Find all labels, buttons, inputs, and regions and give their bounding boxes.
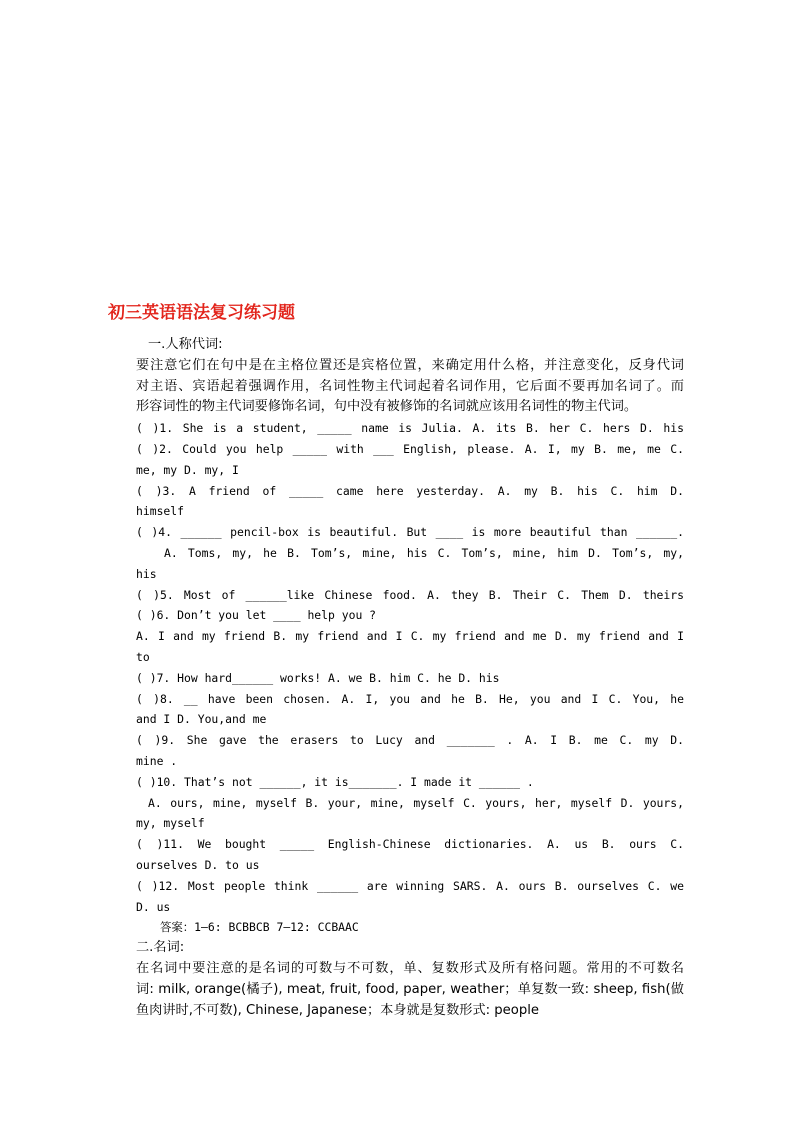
question-line: to <box>136 649 150 664</box>
intro-line: 要注意它们在句中是在主格位置还是宾格位置，来确定用什么格，并注意变化，反身代词 <box>136 357 684 373</box>
noun-line: 词: milk, orange(橘子), meat, fruit, food, paper, weather；单复数一致: sheep, fish(做 <box>136 981 684 997</box>
question-line: ( )7. How hard______ works! A. we B. him C. he D. his <box>136 670 500 685</box>
question-line: ( )5. Most of ______like Chinese food. A. they B. Their C. Them D. theirs <box>136 587 684 602</box>
question-line: ( )3. A friend of _____ came here yesterday. A. my B. his C. him D. <box>136 483 684 498</box>
question-line: ( )9. She gave the erasers to Lucy and _______ . A. I B. me C. my D. <box>136 733 684 748</box>
noun-line: 鱼肉讲时,不可数), Chinese, Japanese；本身就是复数形式: people <box>136 1002 540 1018</box>
question-line: my, myself <box>136 816 205 831</box>
question-line: ( )2. Could you help _____ with ___ English, please. A. I, my B. me, me C. <box>136 441 684 456</box>
question-line: ( )6. Don’t you let ____ help you ? <box>136 608 377 623</box>
question-line: ourselves D. to us <box>136 857 260 872</box>
page-title: 初三英语语法复习练习题 <box>108 303 295 323</box>
question-line: A. Toms, my, he B. Tom’s, mine, his C. Tom’s, mine, him D. Tom’s, my, <box>164 545 684 560</box>
question-line: ( )11. We bought _____ English-Chinese dictionaries. A. us B. ours C. <box>136 837 684 852</box>
section-heading-pronouns: 一.人称代词: <box>148 337 223 352</box>
intro-line: 形容词性的物主代词要修饰名词，句中没有被修饰的名词就应该用名词性的物主代词。 <box>136 399 638 415</box>
question-line: himself <box>136 504 185 519</box>
question-line: ( )1. She is a student, _____ name is Julia. A. its B. her C. hers D. his <box>136 421 684 436</box>
question-line: ( )8. __ have been chosen. A. I, you and he B. He, you and I C. You, he <box>136 691 684 706</box>
document-body <box>136 335 684 1021</box>
answer-key: 答案：1—6: BCBBCB 7—12: CCBAAC <box>160 920 359 935</box>
noun-line: 在名词中要注意的是名词的可数与不可数，单、复数形式及所有格问题。常用的不可数名 <box>136 960 684 976</box>
question-line: A. ours, mine, myself B. your, mine, myself C. yours, her, myself D. yours, <box>148 795 684 810</box>
question-line: D. us <box>136 899 171 914</box>
question-line: mine . <box>136 753 178 768</box>
question-line: his <box>136 566 157 581</box>
question-line: me, my D. my, I <box>136 462 239 477</box>
question-line: ( )10. That’s not ______, it is_______. I made it ______ . <box>136 774 534 789</box>
question-line: ( )4. ______ pencil-box is beautiful. But ____ is more beautiful than ______. <box>136 525 684 540</box>
question-line: A. I and my friend B. my friend and I C. my friend and me D. my friend and I <box>136 629 684 644</box>
section-heading-nouns: 二.名词: <box>136 940 185 956</box>
question-line: and I D. You,and me <box>136 712 267 727</box>
question-line: ( )12. Most people think ______ are winning SARS. A. ours B. ourselves C. we <box>136 878 684 893</box>
intro-line: 对主语、宾语起着强调作用，名词性物主代词起着名词作用，它后面不要再加名词了。而 <box>136 378 684 394</box>
